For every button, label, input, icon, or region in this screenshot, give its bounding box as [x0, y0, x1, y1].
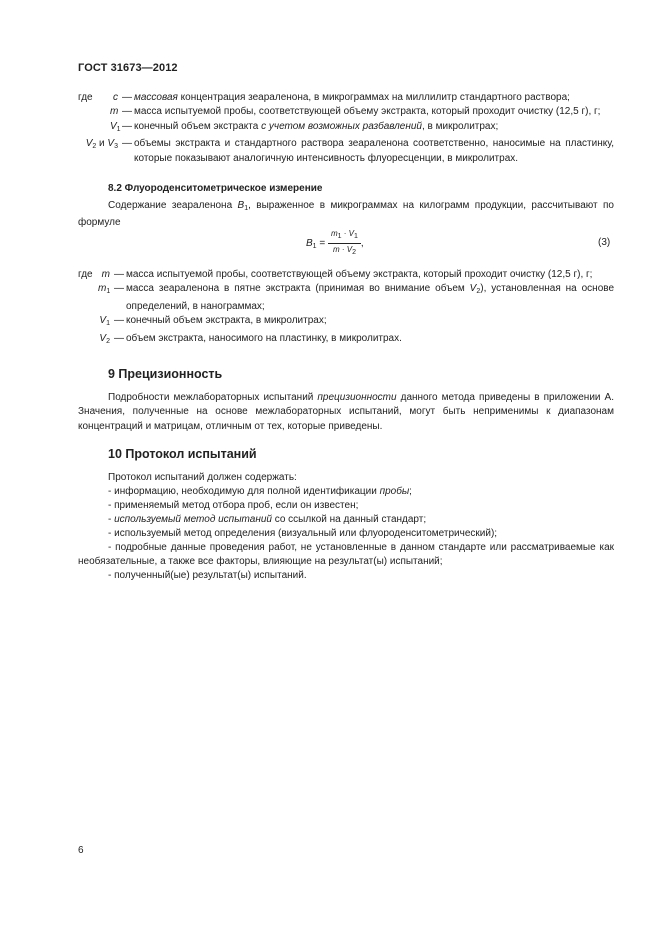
- document-code: ГОСТ 31673—2012: [78, 62, 178, 74]
- list-item: - используемый метод испытаний со ссылкой на данный стандарт;: [108, 514, 427, 525]
- section-8-2-heading: 8.2 Флуороденситометрическое измерение: [108, 183, 323, 194]
- section-10-list: [78, 471, 614, 583]
- definition-text: масса испытуемой пробы, соответствующей объему экстракта, который проходит очистку (12,5 г), г;: [134, 106, 601, 118]
- definition-text: масса испытуемой пробы, соответствующей объему экстракта, который проходит очистку (12,5 г), г;: [126, 269, 593, 280]
- definition-row: $V_2$ — объем экстракта, наносимого на пластинку, в микролитрах.: [78, 332, 614, 349]
- definitions-bottom: [78, 268, 614, 349]
- definition-row: $m_1$ — масса зеараленона в пятне экстракта (принимая во внимание объем $V_2$), установленная на основе определений, в нанограммах;: [78, 282, 614, 314]
- definition-text: объем экстракта, наносимого на пластинку, в микролитрах.: [126, 332, 402, 344]
- definition-text: конечный объем экстракта с учетом возможных разбавлений, в микролитрах;: [134, 120, 499, 132]
- symbol: m: [110, 106, 119, 118]
- list-intro: Протокол испытаний должен содержать:: [108, 472, 297, 483]
- formula-intro: Содержание зеараленона $B_1$, выраженное в микрограммах на килограмм продукции, рассчитывают по формуле: [78, 200, 614, 229]
- formula-fraction: [328, 228, 361, 259]
- list-item: - применяемый метод отбора проб, если он известен;: [108, 500, 359, 511]
- formula: $B_1$ = $\frac{m1 \cdot V1}{m \cdot V2}$ ,: [306, 228, 364, 259]
- formula-numerator: m1 · V1: [328, 228, 361, 244]
- definition-row: где m — масса испытуемой пробы, соответствующей объему экстракта, который проходит очистку (12,5 г), г;: [78, 268, 614, 282]
- list-item: - информацию, необходимую для полной идентификации пробы;: [108, 486, 412, 497]
- symbol: $V_1$: [99, 315, 110, 328]
- formula-denominator: m · V2: [332, 245, 356, 256]
- symbol: m: [101, 269, 110, 280]
- definition-row: $V_1$ — конечный объем экстракта, в микролитрах;: [78, 314, 614, 331]
- where-label: где: [78, 269, 93, 280]
- section-10-heading: 10 Протокол испытаний: [108, 447, 257, 461]
- definition-row: $V_2$ и $V_3$ — объемы экстракта и стандартного раствора зеараленона соответственно, наносимые на пластинку, которые показывают аналогичную интенсивность флуоресценции, в микролитрах.: [78, 137, 614, 166]
- symbol: $m_1$: [98, 283, 111, 296]
- symbol: $V_2$: [99, 332, 110, 345]
- definition-row: $V_1$ — конечный объем экстракта с учетом возможных разбавлений, в микролитрах;: [78, 120, 614, 137]
- section-9-text: Подробности межлабораторных испытаний прецизионности данного метода приведены в приложении А. Значения, полученные на основе межлабораторных испытаний, могут быть неприменимы к диапазонам концентраций и матрицам, отличным от тех, которые приведены.: [78, 392, 614, 432]
- page-number: 6: [78, 845, 84, 856]
- symbol: c: [113, 92, 118, 103]
- symbol: $V_1$: [110, 120, 121, 133]
- list-item: - подробные данные проведения работ, не установленные в данном стандарте или рассматриваемые как необязательные, а также все факторы, влияющие на результат(ы) испытаний;: [78, 542, 614, 567]
- definitions-top: [78, 91, 614, 166]
- definition-text: массовая концентрация зеараленона, в микрограммах на миллилитр стандартного раствора;: [134, 92, 570, 103]
- symbol: $V_2$ и $V_3$: [85, 138, 118, 151]
- definition-text: конечный объем экстракта, в микролитрах;: [126, 315, 327, 327]
- list-item: - полученный(ые) результат(ы) испытаний.: [108, 570, 307, 581]
- definition-row: m — масса испытуемой пробы, соответствующей объему экстракта, который проходит очистку (12,5 г), г;: [78, 105, 614, 119]
- list-item: - используемый метод определения (визуальный или флуороденситометрический);: [108, 528, 498, 539]
- definition-text: объемы экстракта и стандартного раствора зеараленона соответственно, наносимые на пластинку, которые показывают аналогичную интенсивность флуоресценции, в микролитрах.: [134, 138, 614, 164]
- section-9-heading: 9 Прецизионность: [108, 367, 223, 381]
- where-label: где: [78, 92, 93, 103]
- equation-number: (3): [598, 237, 611, 248]
- definition-text: масса зеараленона в пятне экстракта (принимая во внимание объем $V_2$), установленная на основе определений, в нанограммах;: [126, 283, 615, 312]
- definition-row: где c — массовая концентрация зеараленона, в микрограммах на миллилитр стандартного раствора;: [78, 91, 614, 105]
